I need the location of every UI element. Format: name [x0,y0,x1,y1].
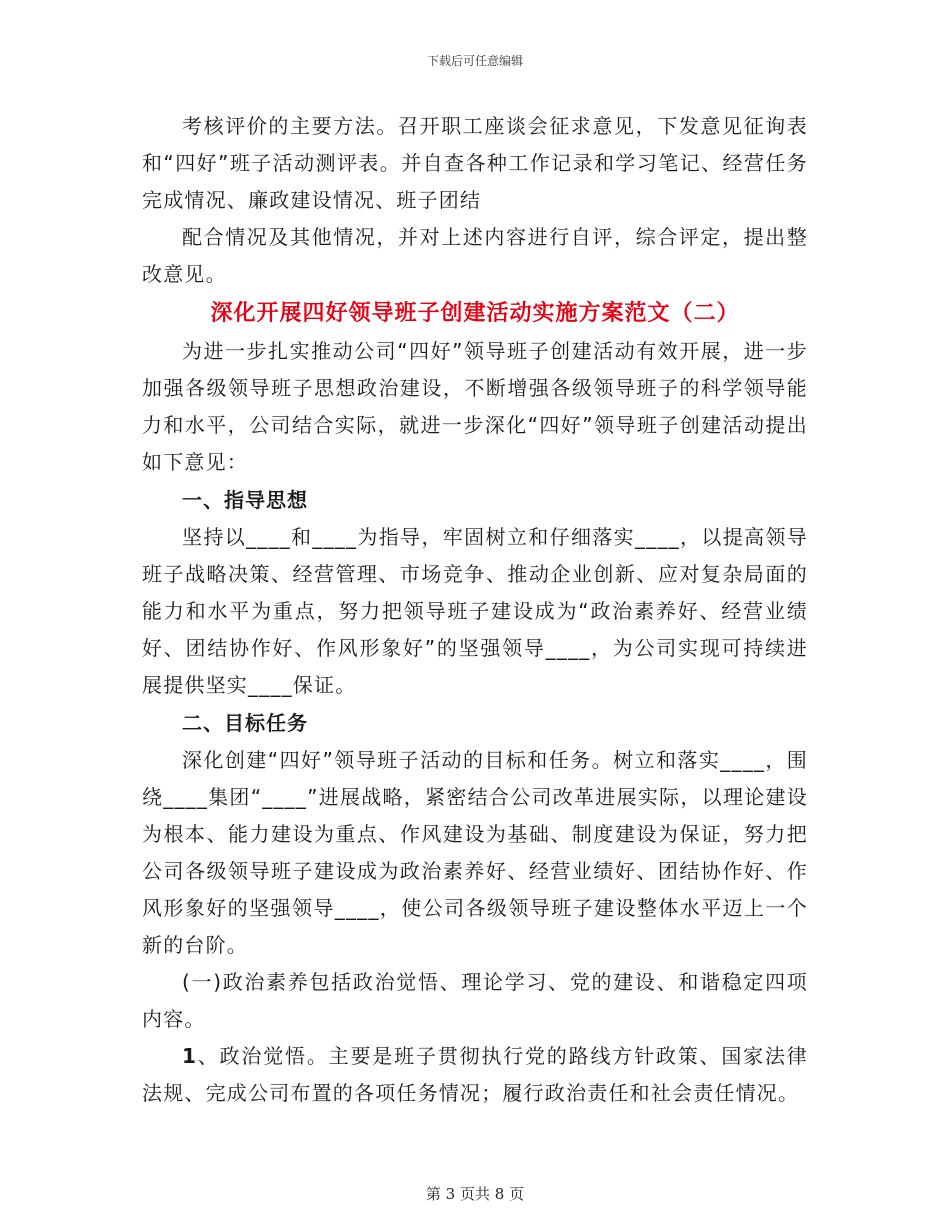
paragraph-self-assessment: 配合情况及其他情况，并对上述内容进行自评，综合评定，提出整改意见。 [142,225,808,286]
document-body [142,108,808,1112]
paragraph-introduction: 为进一步扎实推动公司“四好”领导班子创建活动有效开展，进一步加强各级领导班子思想政治建设，不断增强各级领导班子的科学领导能力和水平，公司结合实际，就进一步深化“四好”领导班子创建活动提出如下意见： [142,339,808,474]
paragraph-guiding-ideology: 坚持以____和____为指导，牢固树立和仔细落实____，以提高领导班子战略决策、经营管理、市场竞争、推动企业创新、应对复杂局面的能力和水平为重点，努力把领导班子建设成为“政治素养好、经营业绩好、团结协作好、作风形象好”的坚强领导____，为公司实现可持续进展提供坚实____保证。 [142,525,808,697]
page-number-footer: 第 3 页共 8 页 [425,1185,525,1203]
document-title: 深化开展四好领导班子创建活动实施方案范文（二） [210,301,740,326]
item-number: 1 [182,1044,198,1068]
section-heading-goals-tasks: 二、目标任务 [182,711,308,735]
paragraph-political-quality: (一)政治素养包括政治觉悟、理论学习、党的建设、和谐稳定四项内容。 [142,970,808,1031]
paragraph-evaluation-methods: 考核评价的主要方法。召开职工座谈会征求意见，下发意见征询表和“四好”班子活动测评表。并自查各种工作记录和学习笔记、经营任务完成情况、廉政建设情况、班子团结 [142,114,808,212]
item-text: 、政治觉悟。主要是班子贯彻执行党的路线方针政策、国家法律法规、完成公司布置的各项任务情况；履行政治责任和社会责任情况。 [142,1044,808,1105]
paragraph-political-awareness [142,1038,808,1112]
section-heading-guiding-ideology: 一、指导思想 [182,488,308,512]
page-header-note: 下载后可任意编辑 [426,54,523,68]
paragraph-goals-tasks: 深化创建“四好”领导班子活动的目标和任务。树立和落实____，围绕____集团“____”进展战略，紧密结合公司改革进展实际，以理论建设为根本、能力建设为重点、作风建设为基础、制度建设为保证，努力把公司各级领导班子建设成为政治素养好、经营业绩好、团结协作好、作风形象好的坚强领导____，使公司各级领导班子建设整体水平迈上一个新的台阶。 [142,748,808,957]
